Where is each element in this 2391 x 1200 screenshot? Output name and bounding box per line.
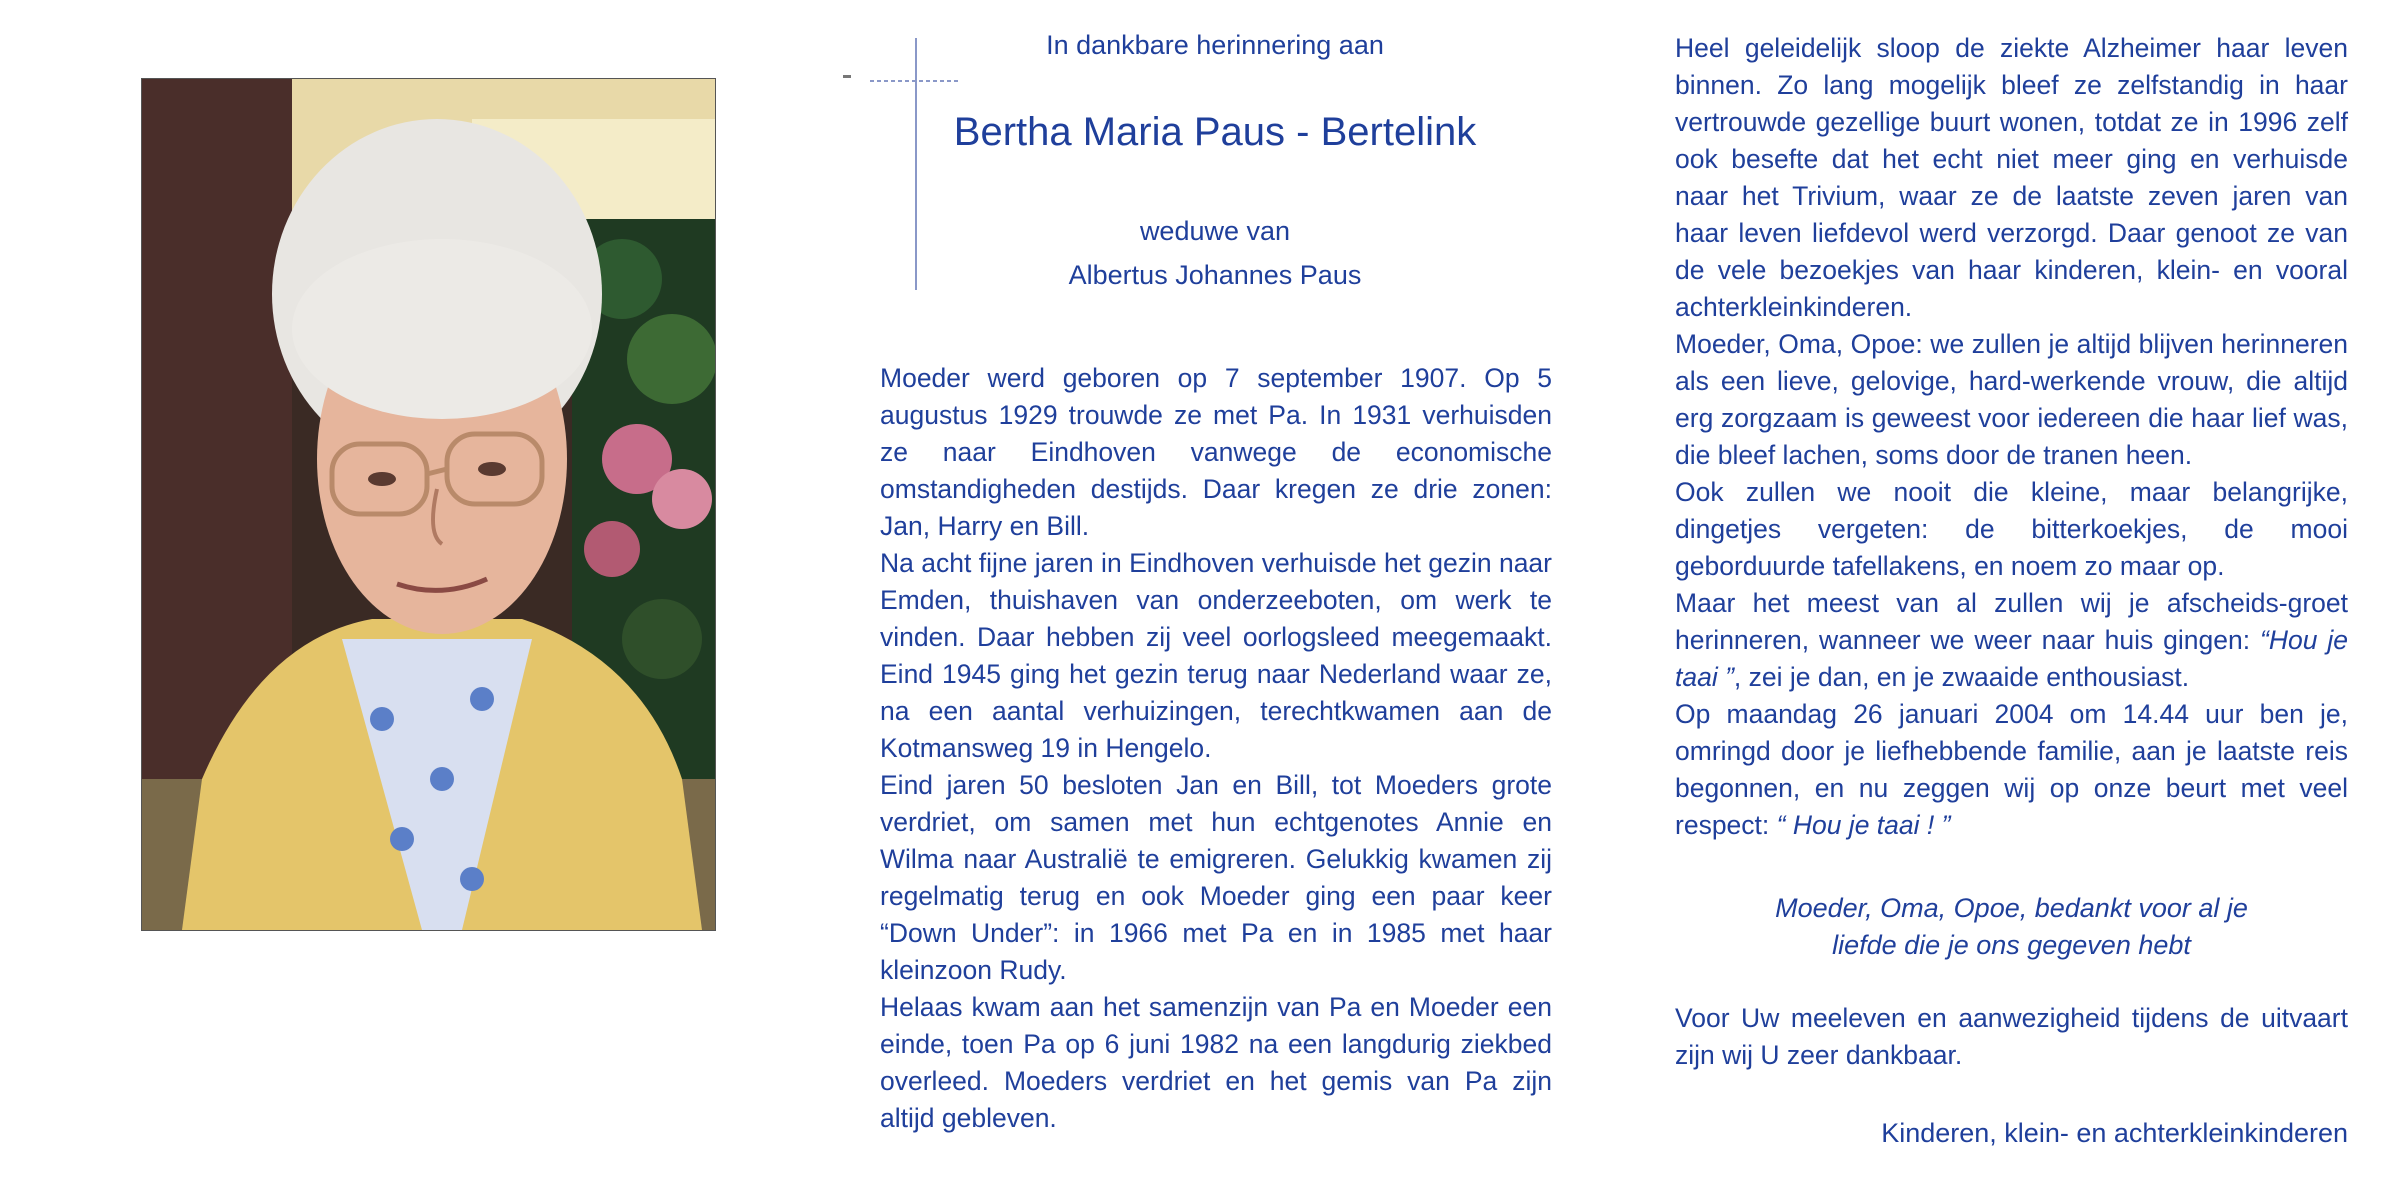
widow-label: weduwe van — [1139, 216, 1291, 246]
life-story-column — [880, 360, 1552, 1137]
passing-text: Op maandag 26 januari 2004 om 14.44 uur ben je, omringd door je liefhebbende familie, aan je laatste reis begonnen, en nu zeggen wij op onze beurt met veel respect: — [1675, 699, 2348, 840]
remembrance-column — [1675, 30, 2348, 844]
cross-mark — [843, 75, 851, 78]
intro-text: In dankbare herinnering aan — [1046, 30, 1384, 60]
portrait-photo — [141, 78, 716, 931]
husband-name: Albertus Johannes Paus — [1068, 260, 1362, 290]
remembrance-paragraph-5 — [1675, 696, 2348, 844]
signature: Kinderen, klein- en achterkleinkinderen — [1881, 1118, 2348, 1148]
life-story-paragraph-2: Na acht fijne jaren in Eindhoven verhuisde het gezin naar Emden, thuishaven van onderzeeboten, om werk te vinden. Daar hebben zij veel oorlogsleed meegemaakt. Eind 1945 ging het gezin terug naar Nederland waar ze, na een aantal verhuizingen, terechtkwamen aan de Kotmansweg 19 in Hengelo. — [880, 548, 1552, 763]
thanks-message — [1675, 890, 2348, 964]
life-story-paragraph-4: Helaas kwam aan het samenzijn van Pa en Moeder een einde, toen Pa op 6 juni 1982 na een langdurig ziekbed overleed. Moeders verdriet en het gemis van Pa zijn altijd gebleven. — [880, 992, 1552, 1133]
deceased-name: Bertha Maria Paus - Bertelink — [953, 110, 1477, 154]
life-story-paragraph-3: Eind jaren 50 besloten Jan en Bill, tot Moeders grote verdriet, om samen met hun echtgenotes Annie en Wilma naar Australië te emigreren. Gelukkig kwamen zij regelmatig terug en ook Moeder ging een paar keer “Down Under”: in 1966 met Pa en in 1985 met haar kleinzoon Rudy. — [880, 770, 1552, 985]
passing-quote: “ Hou je taai ! ” — [1776, 810, 1951, 840]
thanks-line-1: Moeder, Oma, Opoe, bedankt voor al je — [1775, 893, 2248, 923]
farewell-text: Maar het meest van al zullen wij je afscheids-groet herinneren, wanneer we weer naar huis gingen: — [1675, 588, 2348, 655]
thanks-line-2: liefde die je ons gegeven hebt — [1832, 930, 2191, 960]
portrait-illustration — [142, 79, 715, 930]
farewell-quote: “Hou je taai ” — [1675, 625, 2348, 692]
remembrance-paragraph-4 — [1675, 585, 2348, 696]
cross-horizontal-line — [870, 80, 958, 82]
farewell-text-end: , zei je dan, en je zwaaide enthousiast. — [1733, 662, 2190, 692]
gratitude-paragraph: Voor Uw meeleven en aanwezigheid tijdens de uitvaart zijn wij U zeer dankbaar. — [1675, 1003, 2348, 1070]
life-story-paragraph-1: Moeder werd geboren op 7 september 1907. Op 5 augustus 1929 trouwde ze met Pa. In 1931 verhuisden ze naar Eindhoven vanwege de economische omstandigheden destijds. Daar kregen ze drie zonen: Jan, Harry en Bill. — [880, 363, 1552, 541]
remembrance-paragraph-1: Heel geleidelijk sloop de ziekte Alzheimer haar leven binnen. Zo lang mogelijk bleef ze zelfstandig in haar vertrouwde gezellige buurt wonen, totdat ze in 1996 zelf ook besefte dat het echt niet meer ging en verhuisde naar het Trivium, waar ze de laatste zeven jaren van haar leven liefdevol werd verzorgd. Daar genoot ze van de vele bezoekjes van haar kinderen, klein- en vooral achterkleinkinderen. — [1675, 33, 2348, 322]
cross-vertical-line — [915, 38, 917, 290]
remembrance-paragraph-3: Ook zullen we nooit die kleine, maar belangrijke, dingetjes vergeten: de bitterkoekjes, de mooi geborduurde tafellakens, en noem zo maar op. — [1675, 477, 2348, 581]
remembrance-paragraph-2: Moeder, Oma, Opoe: we zullen je altijd blijven herinneren als een lieve, gelovige, hard-werkende vrouw, die altijd erg zorgzaam is geweest voor iedereen die haar lief was, die bleef lachen, soms door de tranen heen. — [1675, 329, 2348, 470]
